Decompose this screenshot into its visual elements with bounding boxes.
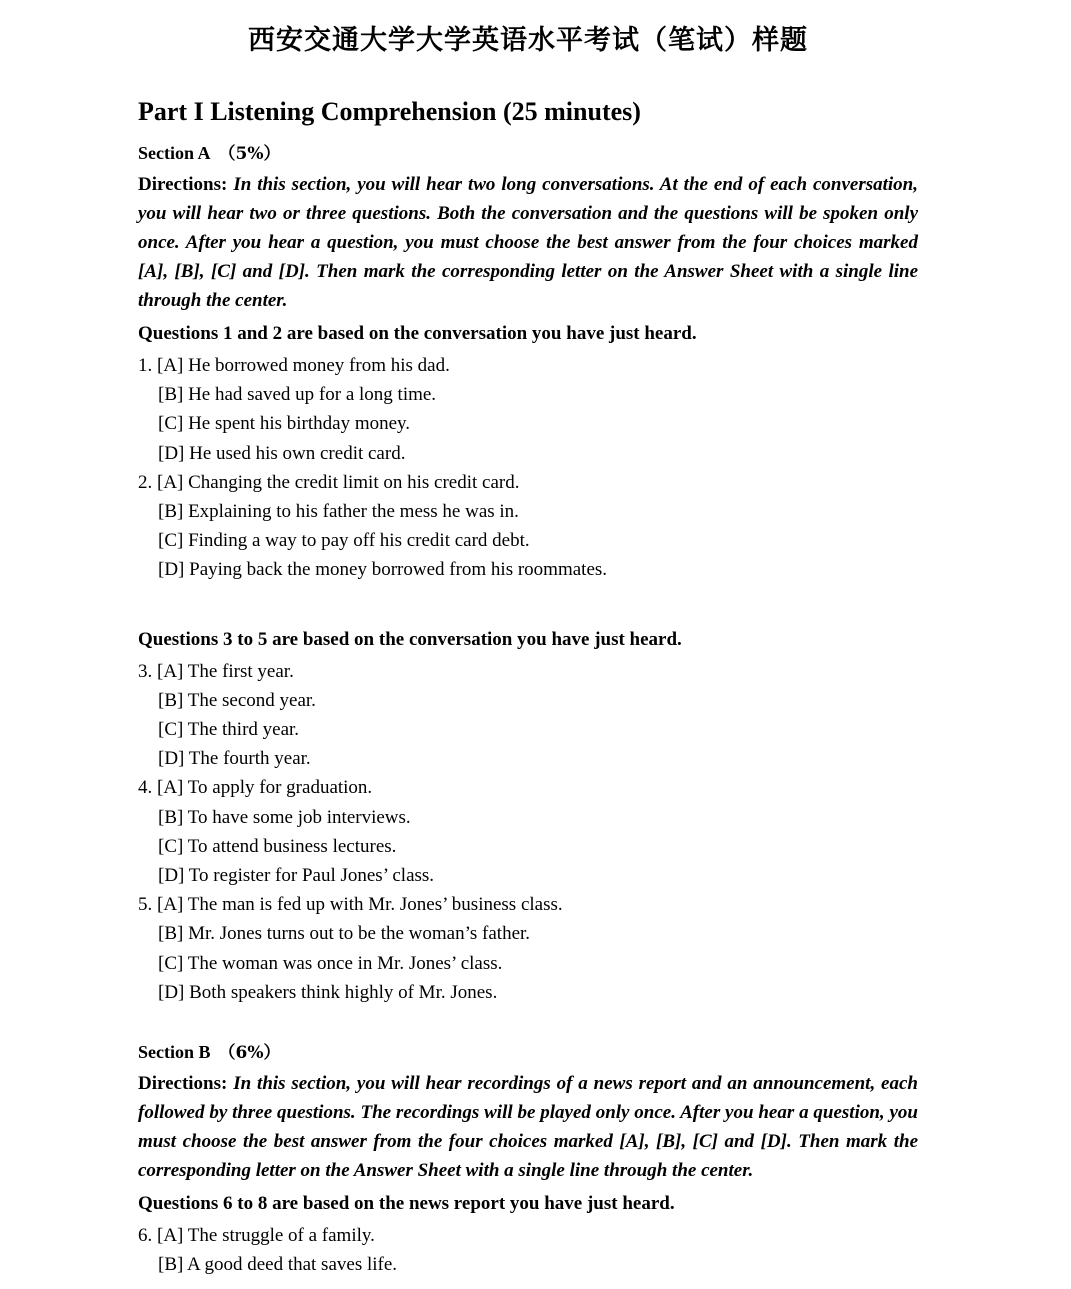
- question-5-option-b: [B] Mr. Jones turns out to be the woman’s father.: [158, 923, 531, 945]
- question-3: [138, 657, 918, 774]
- question-4: [138, 773, 918, 890]
- spacer: [138, 1007, 918, 1039]
- question-2-option-c: [C] Finding a way to pay off his credit card debt.: [158, 530, 530, 552]
- questions-3-5-header: Questions 3 to 5 are based on the conversation you have just heard.: [138, 628, 682, 650]
- directions-label: Directions:: [138, 174, 228, 195]
- directions-text: In this section, you will hear recordings of a news report and an announcement, each followed by three questions. The recordings will be played only once. After you hear a question, you must choose the best answer from the four choices marked [A], [B], [C] and [D]. Then mark the corresponding letter on the Answer Sheet with a single line through the center.: [138, 1073, 918, 1182]
- question-1-option-c: [C] He spent his birthday money.: [158, 413, 411, 435]
- question-1-option-b: [B] He had saved up for a long time.: [158, 384, 437, 406]
- question-4-option-c: [C] To attend business lectures.: [158, 835, 397, 857]
- section-a-directions: [138, 170, 918, 315]
- question-3-option-c: [C] The third year.: [158, 719, 300, 741]
- section-b-heading: [138, 1039, 918, 1066]
- question-2-option-d: [D] Paying back the money borrowed from his roommates.: [158, 559, 608, 581]
- question-4-option-a: 4. [A] To apply for graduation.: [138, 777, 373, 799]
- question-3-option-a: 3. [A] The first year.: [138, 660, 294, 682]
- question-1-option-d: [D] He used his own credit card.: [158, 442, 406, 464]
- question-5-option-c: [C] The woman was once in Mr. Jones’ class.: [158, 952, 503, 974]
- question-6: [138, 1221, 918, 1279]
- section-a-label: Section A: [138, 143, 211, 163]
- question-6-option-b: [B] A good deed that saves life.: [158, 1254, 398, 1276]
- question-1-option-a: 1. [A] He borrowed money from his dad.: [138, 355, 450, 376]
- directions-label: Directions:: [138, 1073, 228, 1095]
- question-5-option-d: [D] Both speakers think highly of Mr. Jones.: [158, 981, 498, 1003]
- question-4-option-b: [B] To have some job interviews.: [158, 806, 411, 828]
- question-1: [138, 351, 918, 468]
- question-3-option-b: [B] The second year.: [158, 689, 316, 711]
- question-5: [138, 890, 918, 1007]
- spacer: [138, 585, 918, 625]
- section-b-label: Section B: [138, 1042, 211, 1063]
- question-5-option-a: 5. [A] The man is fed up with Mr. Jones’ business class.: [138, 894, 563, 916]
- directions-text: In this section, you will hear two long conversations. At the end of each conversation, you will hear two or three questions. Both the conversation and the questions will be spoken only once. After you hear a question, you must choose the best answer from the four choices marked [A], [B], [C] and [D]. Then mark the corresponding letter on the Answer Sheet with a single line through the center.: [138, 174, 919, 311]
- questions-6-8-header: Questions 6 to 8 are based on the news report you have just heard.: [138, 1193, 675, 1215]
- part-heading: Part I Listening Comprehension (25 minutes): [138, 97, 641, 126]
- document-title: 西安交通大学大学英语水平考试（笔试）样题: [248, 25, 808, 56]
- question-2-option-a: 2. [A] Changing the credit limit on his credit card.: [138, 471, 520, 493]
- question-3-option-d: [D] The fourth year.: [158, 748, 311, 770]
- section-a-heading: [138, 140, 918, 167]
- question-2: [138, 468, 918, 585]
- section-b-directions: [138, 1069, 918, 1185]
- question-6-option-a: 6. [A] The struggle of a family.: [138, 1225, 375, 1247]
- question-4-option-d: [D] To register for Paul Jones’ class.: [158, 865, 435, 887]
- questions-1-2-header: Questions 1 and 2 are based on the conversation you have just heard.: [138, 323, 697, 344]
- section-b-percent: （6%）: [218, 1043, 281, 1064]
- question-2-option-b: [B] Explaining to his father the mess he was in.: [158, 501, 519, 523]
- content-area: [138, 94, 918, 1279]
- section-a-percent: （5%）: [218, 144, 281, 164]
